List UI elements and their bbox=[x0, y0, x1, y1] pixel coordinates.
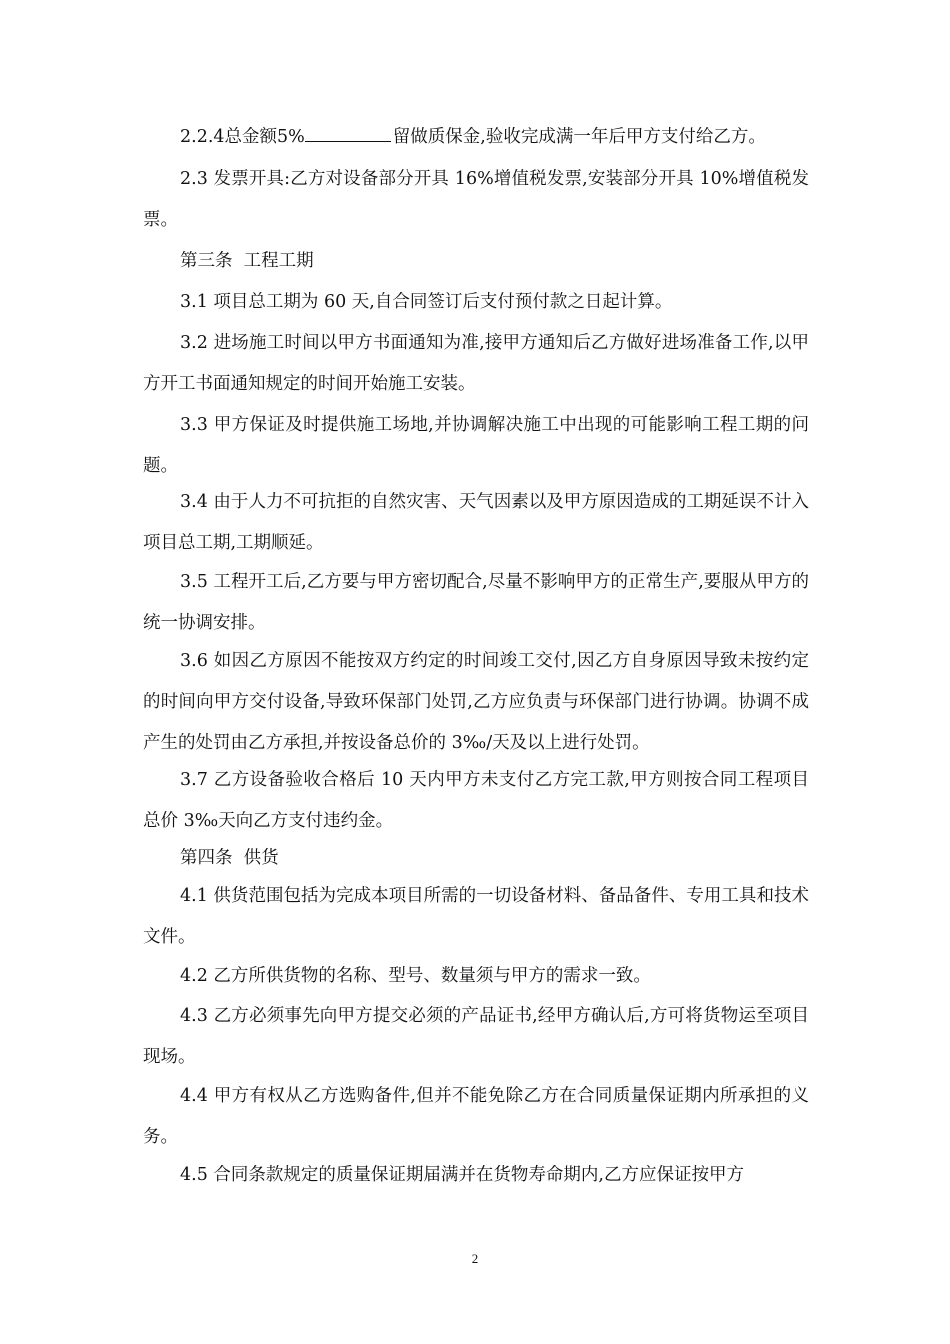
page-number: 2 bbox=[471, 1251, 479, 1266]
paragraph-4-4: 4.4 甲方有权从乙方选购备件,但并不能免除乙方在合同质量保证期内所承担的义务。 bbox=[143, 1086, 809, 1147]
paragraph-3-7: 3.7 乙方设备验收合格后 10 天内甲方未支付乙方完工款,甲方则按合同工程项目总价 3‰天向乙方支付违约金。 bbox=[143, 770, 809, 831]
paragraph-4-5: 4.5 合同条款规定的质量保证期届满并在货物寿命期内,乙方应保证按甲方 bbox=[180, 1165, 744, 1185]
blank-underline bbox=[305, 123, 391, 142]
paragraph-3-2: 3.2 进场施工时间以甲方书面通知为准,接甲方通知后乙方做好进场准备工作,以甲方开工书面通知规定的时间开始施工安装。 bbox=[143, 333, 809, 394]
section-heading-3: 第三条 工程工期 bbox=[180, 251, 314, 271]
paragraph-3-3: 3.3 甲方保证及时提供施工场地,并协调解决施工中出现的可能影响工程工期的问题。 bbox=[143, 415, 809, 476]
paragraph-2-2-4 bbox=[143, 117, 809, 158]
paragraph-4-1: 4.1 供货范围包括为完成本项目所需的一切设备材料、备品备件、专用工具和技术文件。 bbox=[143, 886, 809, 947]
paragraph-2-2-4-prefix: 2.2.4总金额5% bbox=[180, 127, 305, 147]
paragraph-3-1: 3.1 项目总工期为 60 天,自合同签订后支付预付款之日起计算。 bbox=[180, 292, 673, 312]
paragraph-3-5: 3.5 工程开工后,乙方要与甲方密切配合,尽量不影响甲方的正常生产,要服从甲方的统一协调安排。 bbox=[143, 572, 809, 633]
paragraph-2-3: 2.3 发票开具:乙方对设备部分开具 16%增值税发票,安装部分开具 10%增值税发票。 bbox=[143, 169, 809, 230]
paragraph-3-4: 3.4 由于人力不可抗拒的自然灾害、天气因素以及甲方原因造成的工期延误不计入项目总工期,工期顺延。 bbox=[143, 492, 809, 553]
paragraph-4-3: 4.3 乙方必须事先向甲方提交必须的产品证书,经甲方确认后,方可将货物运至项目现场。 bbox=[143, 1006, 809, 1067]
section-heading-4: 第四条 供货 bbox=[180, 848, 279, 868]
paragraph-4-2: 4.2 乙方所供货物的名称、型号、数量须与甲方的需求一致。 bbox=[180, 966, 651, 986]
paragraph-3-6: 3.6 如因乙方原因不能按双方约定的时间竣工交付,因乙方自身原因导致未按约定的时间向甲方交付设备,导致环保部门处罚,乙方应负责与环保部门进行协调。协调不成产生的处罚由乙方承担,并按设备总价的 3‰/天及以上进行处罚。 bbox=[143, 651, 809, 753]
paragraph-2-2-4-suffix: 留做质保金,验收完成满一年后甲方支付给乙方。 bbox=[392, 127, 766, 147]
